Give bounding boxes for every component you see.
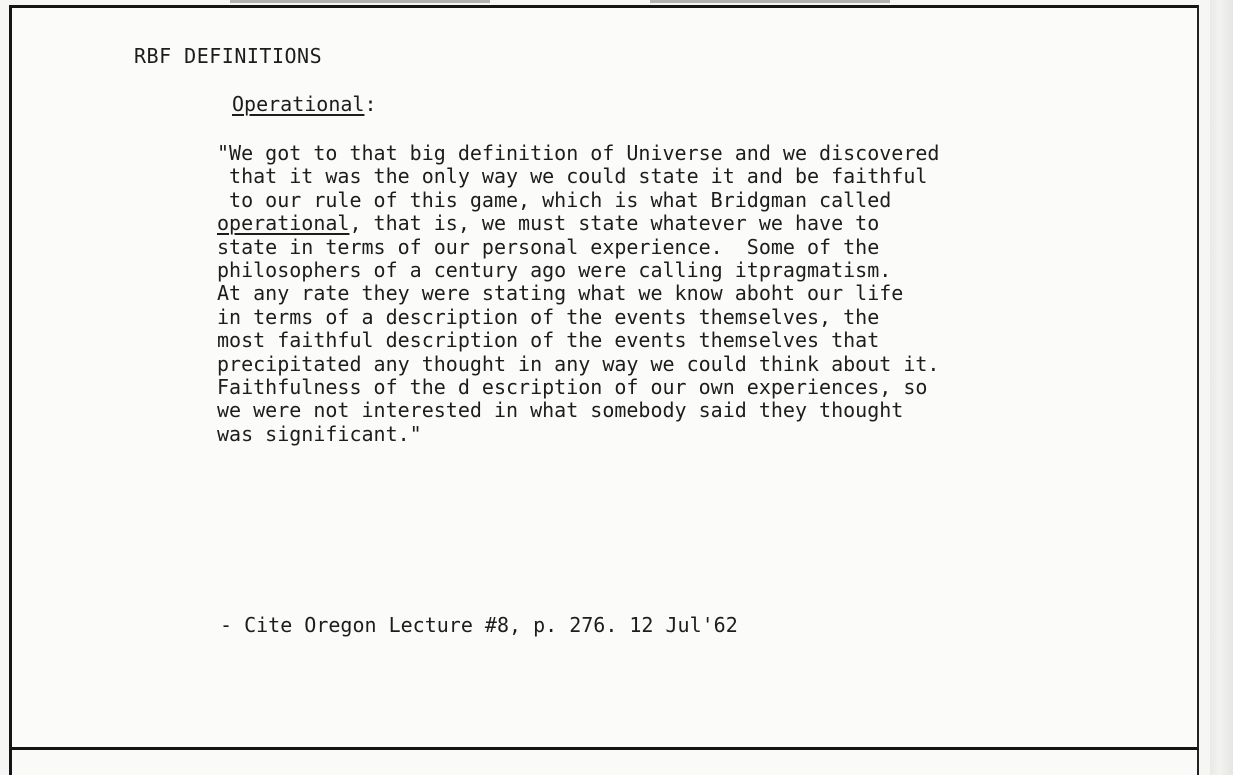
quote-line: "We got to that big definition of Universe and we discovered bbox=[217, 141, 940, 165]
quote-line: philosophers of a century ago were calling itpragmatism. bbox=[217, 257, 892, 282]
underlined-word: operational bbox=[217, 211, 350, 236]
quote-line: that it was the only way we could state it and be faithful bbox=[217, 164, 928, 189]
quote-line: state in terms of our personal experience. Some of the bbox=[217, 234, 880, 259]
next-card-edge bbox=[9, 750, 1199, 775]
quote-line: Faithfulness of the d escription of our own experiences, so bbox=[217, 374, 928, 399]
quote-line: in terms of a description of the events themselves, the bbox=[217, 304, 880, 329]
top-edge-mark bbox=[650, 0, 890, 3]
top-edge-mark bbox=[230, 0, 490, 3]
quote-line: we were not interested in what somebody said they thought bbox=[217, 398, 904, 423]
quote-line: was significant." bbox=[217, 421, 422, 446]
scan-edge-shadow bbox=[1210, 0, 1233, 775]
card-header: RBF DEFINITIONS bbox=[134, 44, 323, 68]
definition-quote bbox=[217, 142, 1097, 446]
term-suffix: : bbox=[364, 92, 377, 116]
quote-line: to our rule of this game, which is what Bridgman called bbox=[217, 187, 892, 212]
citation: - Cite Oregon Lecture #8, p. 276. 12 Jul'62 bbox=[220, 613, 738, 637]
definition-term bbox=[232, 92, 377, 116]
quote-line: At any rate they were stating what we know aboht our life bbox=[217, 281, 904, 306]
quote-line: operational, that is, we must state whatever we have to bbox=[217, 211, 880, 236]
quote-line: precipitated any thought in any way we could think about it. bbox=[217, 351, 940, 376]
term-label: Operational bbox=[232, 92, 365, 116]
quote-line: most faithful description of the events themselves that bbox=[217, 328, 880, 353]
